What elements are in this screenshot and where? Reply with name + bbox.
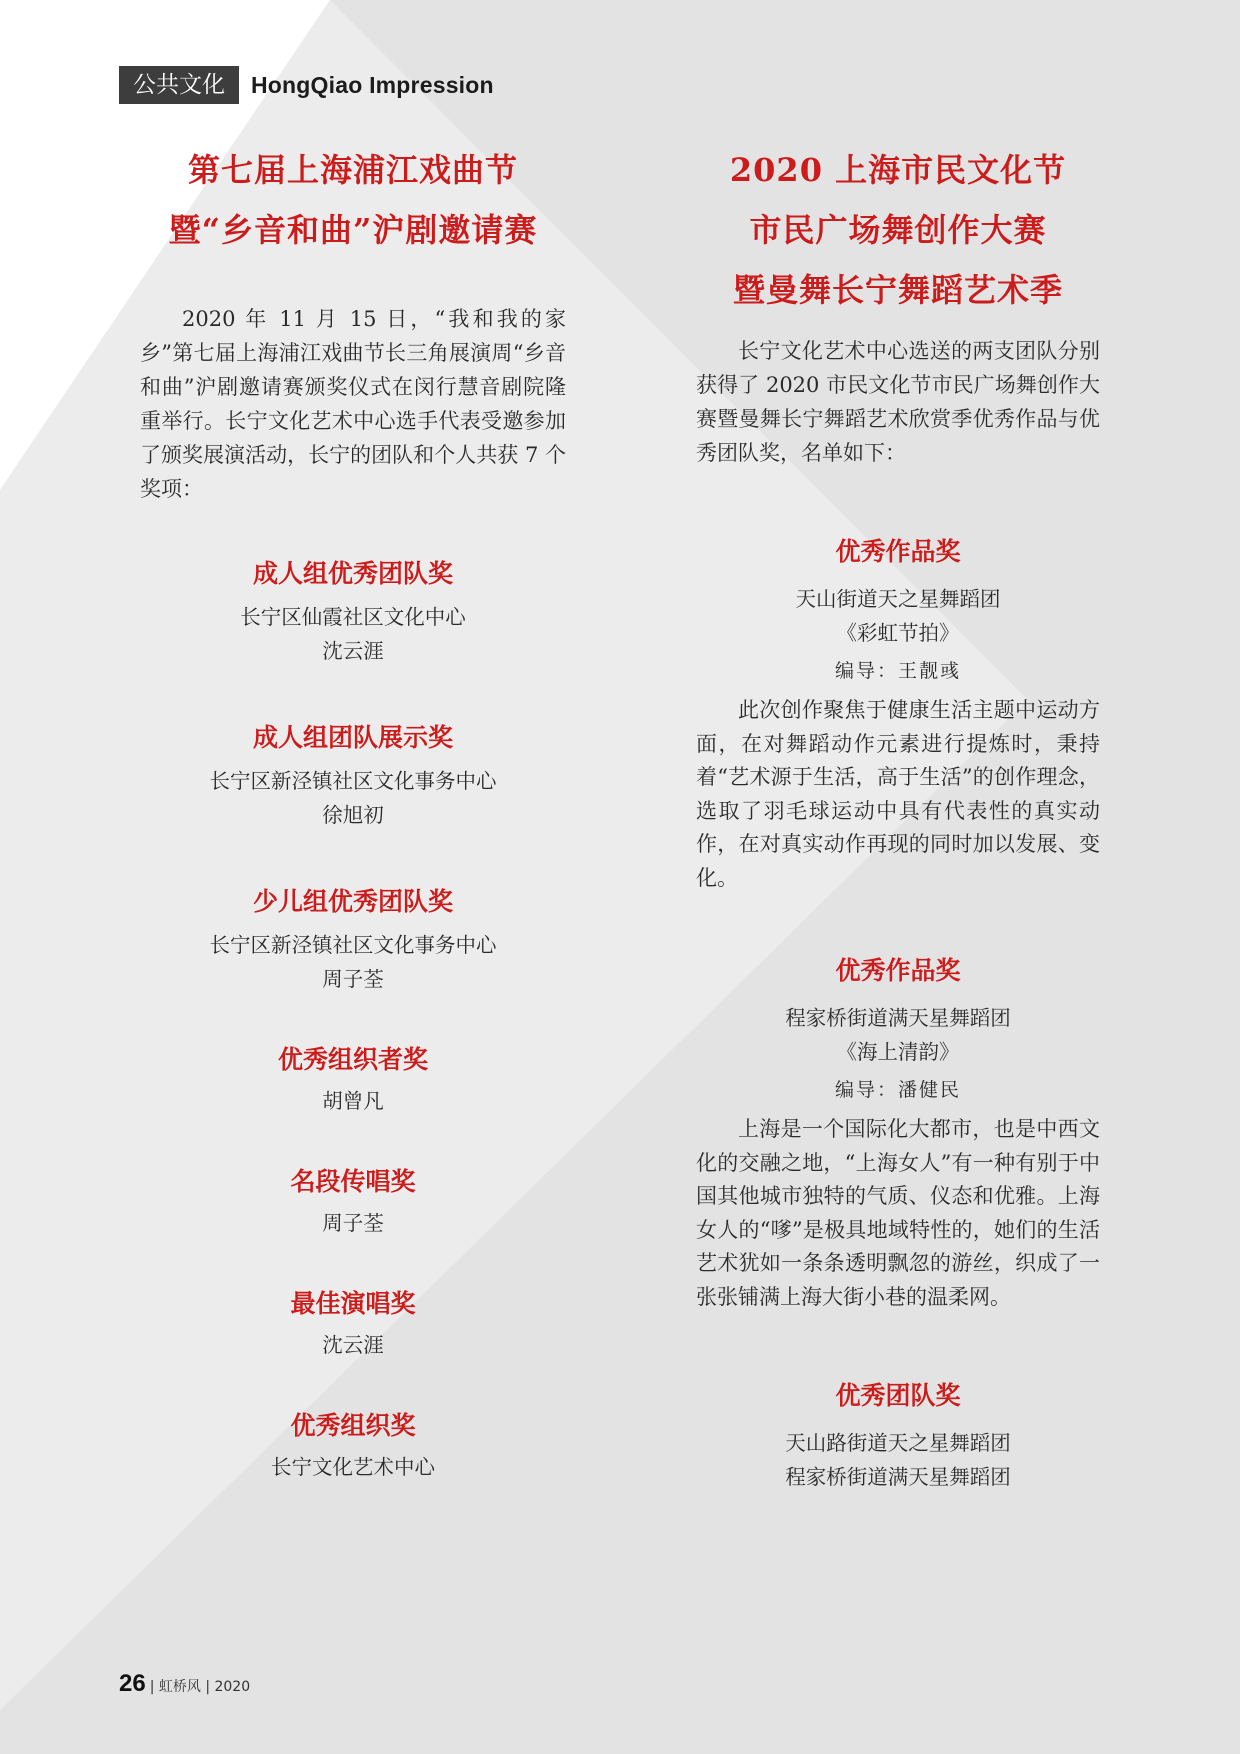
right-title-line: 暨曼舞长宁舞蹈艺术季 <box>732 271 1063 309</box>
award-line: 长宁区新泾镇社区文化事务中心 <box>209 933 497 957</box>
award-block <box>140 1162 566 1240</box>
left-title-line: 第七届上海浦江戏曲节 <box>187 151 518 189</box>
award-title: 最佳演唱奖 <box>290 1289 416 1318</box>
left-title <box>140 140 566 260</box>
left-title-line: 暨“乡音和曲”沪剧邀请赛 <box>168 211 538 249</box>
right-intro: 长宁文化艺术中心选送的两支团队分别获得了 2020 市民文化节市民广场舞创作大赛暨曼舞长宁舞蹈艺术欣赏季优秀作品与优秀团队奖，名单如下： <box>696 339 1100 465</box>
team-award-block <box>696 1376 1100 1494</box>
award-line: 程家桥街道满天星舞蹈团 <box>785 1465 1011 1489</box>
left-intro: 2020 年 11 月 15 日，“我和我的家乡”第七届上海浦江戏曲节长三角展演周“乡音和曲”沪剧邀请赛颁奖仪式在闵行慧音剧院隆重举行。长宁文化艺术中心选手代表受邀参加了颁奖展演活动，长宁的团队和个人共获 7 个奖项： <box>140 307 566 501</box>
award-title: 优秀组织奖 <box>290 1411 416 1440</box>
award-line: 胡曾凡 <box>322 1089 384 1113</box>
award-block <box>140 882 566 996</box>
award-line: 天山路街道天之星舞蹈团 <box>785 1431 1011 1455</box>
award-title: 优秀作品奖 <box>835 537 961 566</box>
award-block <box>140 718 566 832</box>
section-tag: 公共文化 <box>119 66 239 104</box>
ensemble-name: 程家桥街道满天星舞蹈团 <box>785 1006 1011 1030</box>
right-article <box>696 140 1100 1494</box>
award-line: 徐旭初 <box>322 803 384 827</box>
right-title-line: 市民广场舞创作大赛 <box>749 211 1047 249</box>
director-line: 编导：潘健民 <box>834 1079 961 1101</box>
award-title: 名段传唱奖 <box>290 1167 416 1196</box>
right-title-line: 2020 上海市民文化节 <box>729 151 1067 189</box>
award-block <box>140 1406 566 1484</box>
footer-text: | 虹桥风 | 2020 <box>149 1679 251 1695</box>
award-block <box>140 1284 566 1362</box>
award-title: 成人组优秀团队奖 <box>252 559 453 588</box>
work-block <box>696 951 1100 1314</box>
right-title <box>696 140 1100 320</box>
award-block <box>140 1040 566 1118</box>
work-description: 上海是一个国际化大都市，也是中西文化的交融之地，“上海女人”有一种有别于中国其他城市独特的气质、仪态和优雅。上海女人的“嗲”是极具地域特性的，她们的生活艺术犹如一条条透明飘忽的游丝，织成了一张张铺满上海大街小巷的温柔网。 <box>696 1117 1100 1309</box>
work-name: 《彩虹节拍》 <box>836 621 960 645</box>
page-footer <box>119 1670 250 1698</box>
award-line: 周子荃 <box>322 967 384 991</box>
award-title: 优秀作品奖 <box>835 956 961 985</box>
work-name: 《海上清韵》 <box>836 1040 960 1064</box>
magazine-title: HongQiao Impression <box>251 71 494 98</box>
work-block <box>696 532 1100 895</box>
ensemble-name: 天山街道天之星舞蹈团 <box>795 587 1001 611</box>
award-line: 沈云涯 <box>322 639 384 663</box>
page-header <box>119 66 494 104</box>
left-article <box>140 140 566 1484</box>
work-description: 此次创作聚焦于健康生活主题中运动方面，在对舞蹈动作元素进行提炼时，秉持着“艺术源于生活，高于生活”的创作理念，选取了羽毛球运动中具有代表性的真实动作，在对真实动作再现的同时加以发展、变化。 <box>696 698 1100 890</box>
award-line: 长宁文化艺术中心 <box>271 1455 435 1479</box>
page-number: 26 <box>119 1670 146 1697</box>
award-title: 成人组团队展示奖 <box>252 723 453 752</box>
award-block <box>140 554 566 668</box>
award-title: 优秀团队奖 <box>835 1381 961 1410</box>
award-title: 优秀组织者奖 <box>277 1045 428 1074</box>
award-line: 长宁区新泾镇社区文化事务中心 <box>209 769 497 793</box>
award-line: 周子荃 <box>322 1211 384 1235</box>
award-title: 少儿组优秀团队奖 <box>252 887 453 916</box>
award-line: 沈云涯 <box>322 1333 384 1357</box>
award-line: 长宁区仙霞社区文化中心 <box>240 605 466 629</box>
director-line: 编导：王靓彧 <box>834 660 961 682</box>
